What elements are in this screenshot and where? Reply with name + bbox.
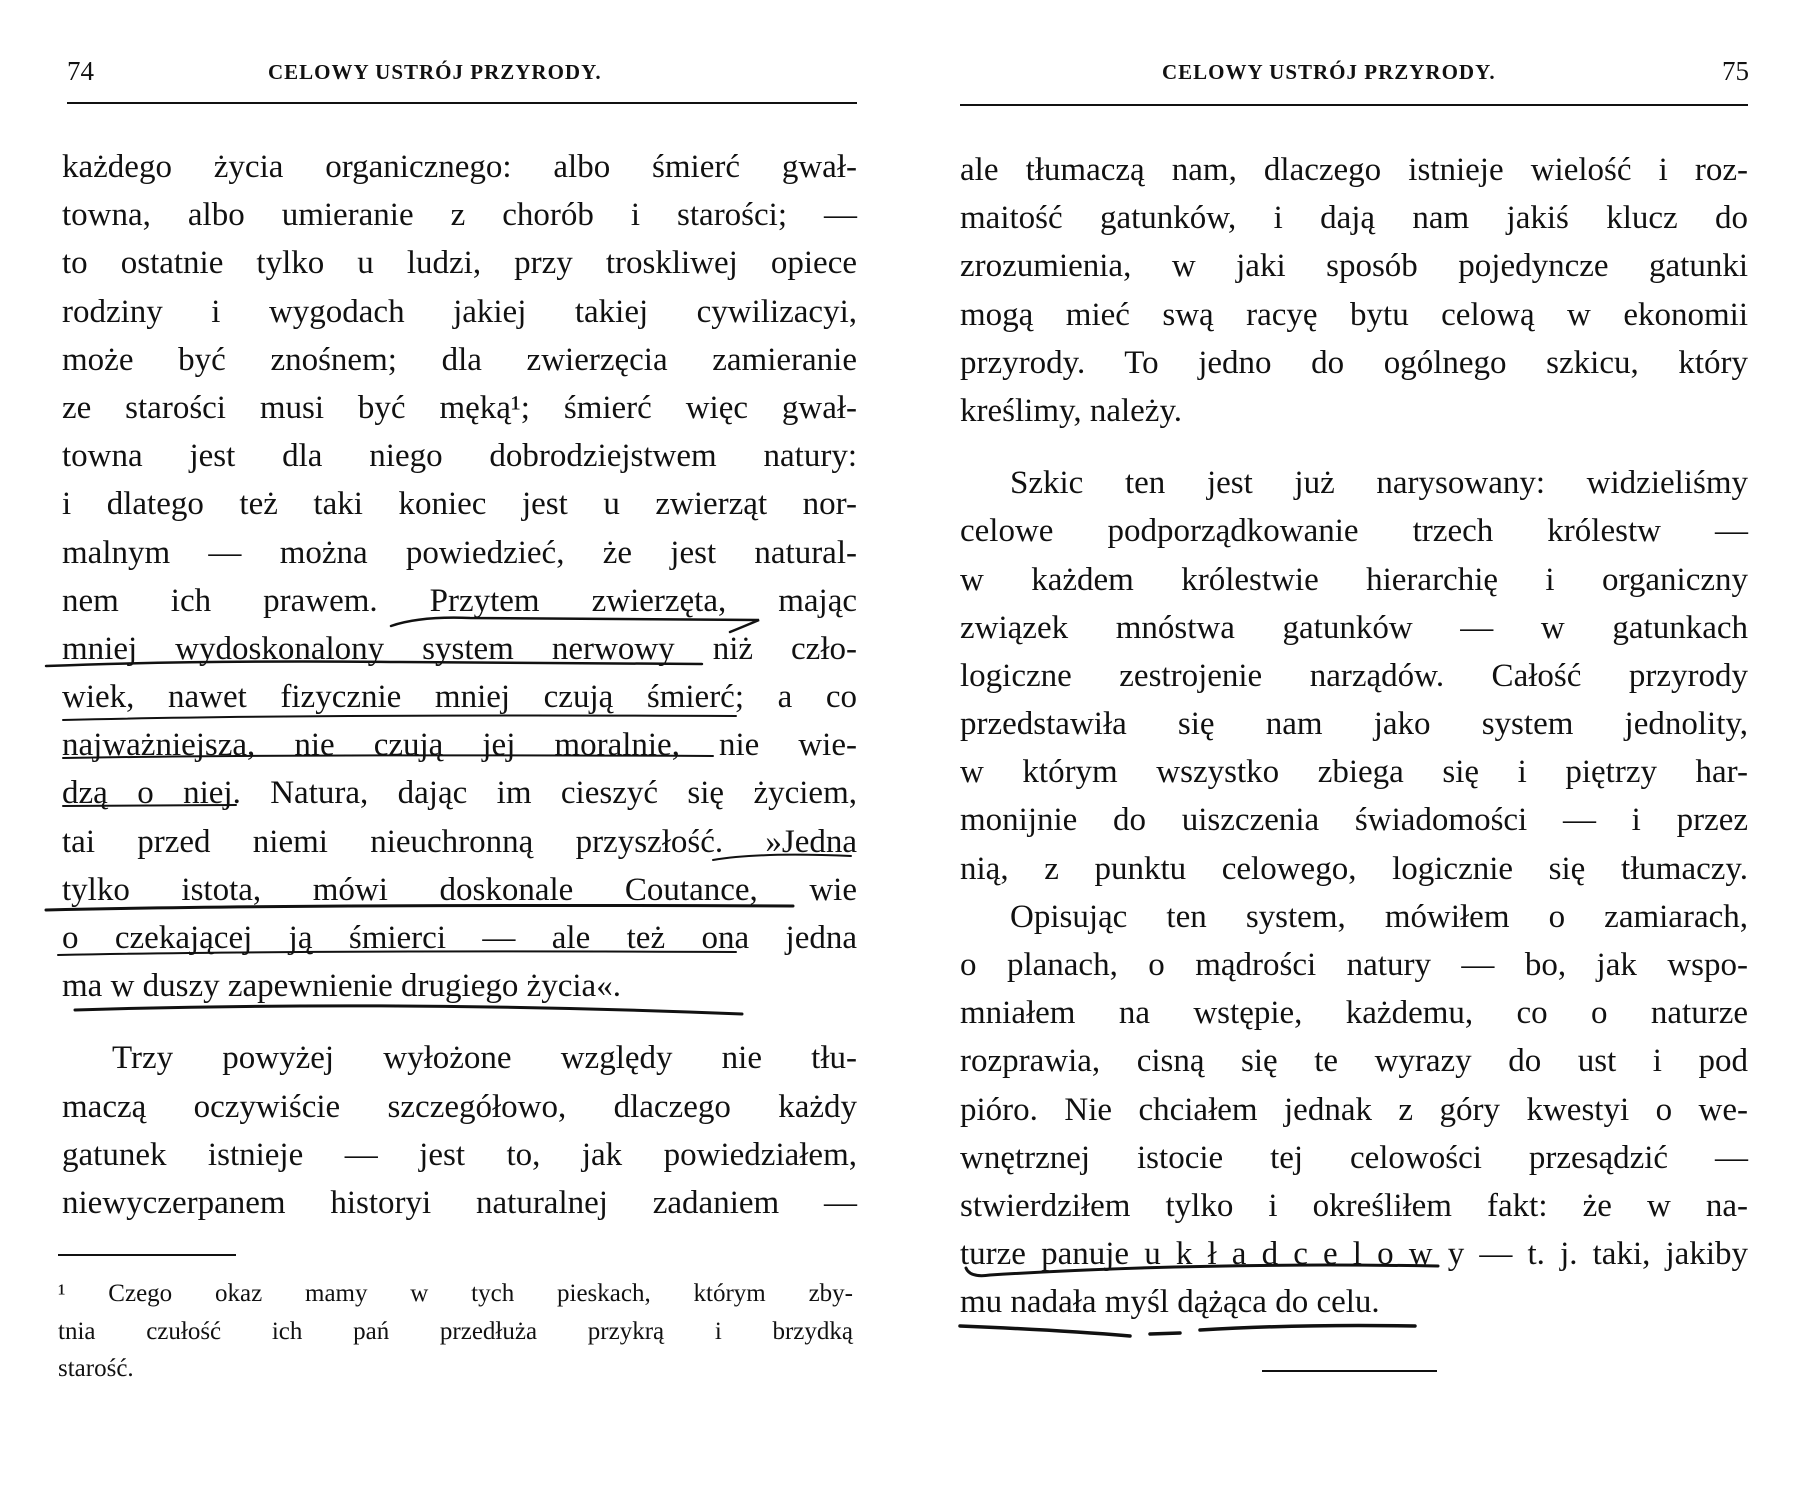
text-line: gatunek istnieje — jest to, jak powiedziałem, xyxy=(62,1136,857,1173)
running-title-right: CELOWY USTRÓJ PRZYRODY. xyxy=(1162,60,1496,84)
footnote-line: tnia czułość ich pań przedłuża przykrą i brzydką xyxy=(58,1317,853,1345)
running-title-left: CELOWY USTRÓJ PRZYRODY. xyxy=(268,60,602,84)
text-line: to ostatnie tylko u ludzi, przy troskliwej opiece xyxy=(62,245,857,282)
text-line: każdego życia organicznego: albo śmierć gwał- xyxy=(62,149,857,185)
text-line: Opisując ten system, mówiłem o zamiarach, xyxy=(1010,898,1748,935)
paragraph xyxy=(960,146,1748,435)
text-line: tylko istota, mówi doskonale Coutance, wie xyxy=(62,871,857,908)
footnote xyxy=(58,1275,853,1388)
header-rule-left xyxy=(67,102,857,104)
header-rule-right xyxy=(960,104,1748,106)
text-line: mu nadała myśl dążąca do celu. xyxy=(960,1284,1380,1321)
paragraph xyxy=(62,143,857,1010)
right-page-body xyxy=(960,146,1748,1327)
page-number-left: 74 xyxy=(67,56,94,86)
text-line: najważniejsza, nie czują jej moralnie, nie wie- xyxy=(62,727,857,764)
text-line: o czekającej ją śmierci — ale też ona jedna xyxy=(62,920,857,956)
pen-underline xyxy=(960,1326,1415,1337)
paragraph xyxy=(960,459,1748,893)
footnote-line: ¹ Czego okaz mamy w tych pieskach, którym zby- xyxy=(58,1280,853,1307)
text-line: maitość gatunków, i dają nam jakiś klucz do xyxy=(960,200,1748,237)
text-line: nią, z punktu celowego, logicznie się tłumaczy. xyxy=(960,850,1748,887)
text-line: wnętrznej istocie tej celowości przesądzić — xyxy=(960,1139,1748,1176)
text-line: tai przed niemi nieuchronną przyszłość. »Jedna xyxy=(62,823,857,860)
text-line: i dlatego też taki koniec jest u zwierząt nor- xyxy=(62,486,857,523)
text-line: monijnie do uiszczenia świadomości — i przez xyxy=(960,802,1748,839)
text-line: turze panuje u k ł a d c e l o w y — t. j. taki, jakiby xyxy=(960,1236,1748,1273)
footnote-line: starość. xyxy=(58,1355,134,1382)
text-line: Szkic ten jest już narysowany: widzieliśmy xyxy=(1010,465,1748,502)
text-line: kreślimy, należy. xyxy=(960,392,1183,429)
text-line: może być znośnem; dla zwierzęcia zamieranie xyxy=(62,341,857,378)
end-rule xyxy=(1262,1370,1437,1372)
text-line: pióro. Nie chciałem jednak z góry kwestyi o we- xyxy=(960,1091,1748,1128)
text-line: nem ich prawem. Przytem zwierzęta, mając xyxy=(62,582,857,619)
left-page-header xyxy=(0,56,900,96)
text-line: Trzy powyżej wyłożone względy nie tłu- xyxy=(112,1040,857,1077)
text-line: ale tłumaczą nam, dlaczego istnieje wielość i roz- xyxy=(960,152,1748,188)
text-line: maczą oczywiście szczegółowo, dlaczego każdy xyxy=(62,1088,857,1125)
right-page-header xyxy=(900,56,1794,96)
left-page-body xyxy=(62,143,857,1227)
footnote-rule xyxy=(58,1254,236,1256)
text-line: rozprawia, cisną się te wyrazy do ust i pod xyxy=(960,1043,1748,1080)
text-line: niewyczerpanem historyi naturalnej zadaniem — xyxy=(62,1184,857,1221)
text-line: mogą mieć swą racyę bytu celową w ekonomii xyxy=(960,296,1748,333)
paragraph xyxy=(62,1034,857,1227)
text-line: towna jest dla niego dobrodziejstwem natury: xyxy=(62,438,857,475)
text-line: przyrody. To jedno do ogólnego szkicu, który xyxy=(960,344,1748,381)
text-line: celowe podporządkowanie trzech królestw — xyxy=(960,513,1748,550)
text-line: mniałem na wstępie, każdemu, co o naturze xyxy=(960,995,1748,1032)
text-line: malnym — można powiedzieć, że jest natural- xyxy=(62,534,857,571)
text-line: logiczne zestrojenie narządów. Całość przyrody xyxy=(960,657,1748,694)
text-line: wiek, nawet fizycznie mniej czują śmierć; a co xyxy=(62,679,857,716)
paragraph xyxy=(960,893,1748,1327)
text-line: przedstawiła się nam jako system jednolity, xyxy=(960,706,1748,743)
text-line: w którym wszystko zbiega się i piętrzy har- xyxy=(960,754,1748,791)
text-line: mniej wydoskonalony system nerwowy niż czło- xyxy=(62,630,857,667)
text-line: ze starości musi być męką¹; śmierć więc gwał- xyxy=(62,389,857,426)
text-line: związek mnóstwa gatunków — w gatunkach xyxy=(960,609,1748,646)
text-line: stwierdziłem tylko i określiłem fakt: że w na- xyxy=(960,1187,1748,1224)
text-line: zrozumienia, w jaki sposób pojedyncze gatunki xyxy=(960,248,1748,285)
page-number-right: 75 xyxy=(1722,56,1749,86)
text-line: o planach, o mądrości natury — bo, jak wspo- xyxy=(960,947,1748,983)
text-line: towna, albo umieranie z chorób i starości; — xyxy=(62,197,857,234)
text-line: ma w duszy zapewnienie drugiego życia«. xyxy=(62,968,621,1005)
text-line: dzą o niej. Natura, dając im cieszyć się życiem, xyxy=(62,775,857,812)
text-line: w każdem królestwie hierarchię i organiczny xyxy=(960,561,1748,598)
text-line: rodziny i wygodach jakiej takiej cywilizacyi, xyxy=(62,293,857,330)
